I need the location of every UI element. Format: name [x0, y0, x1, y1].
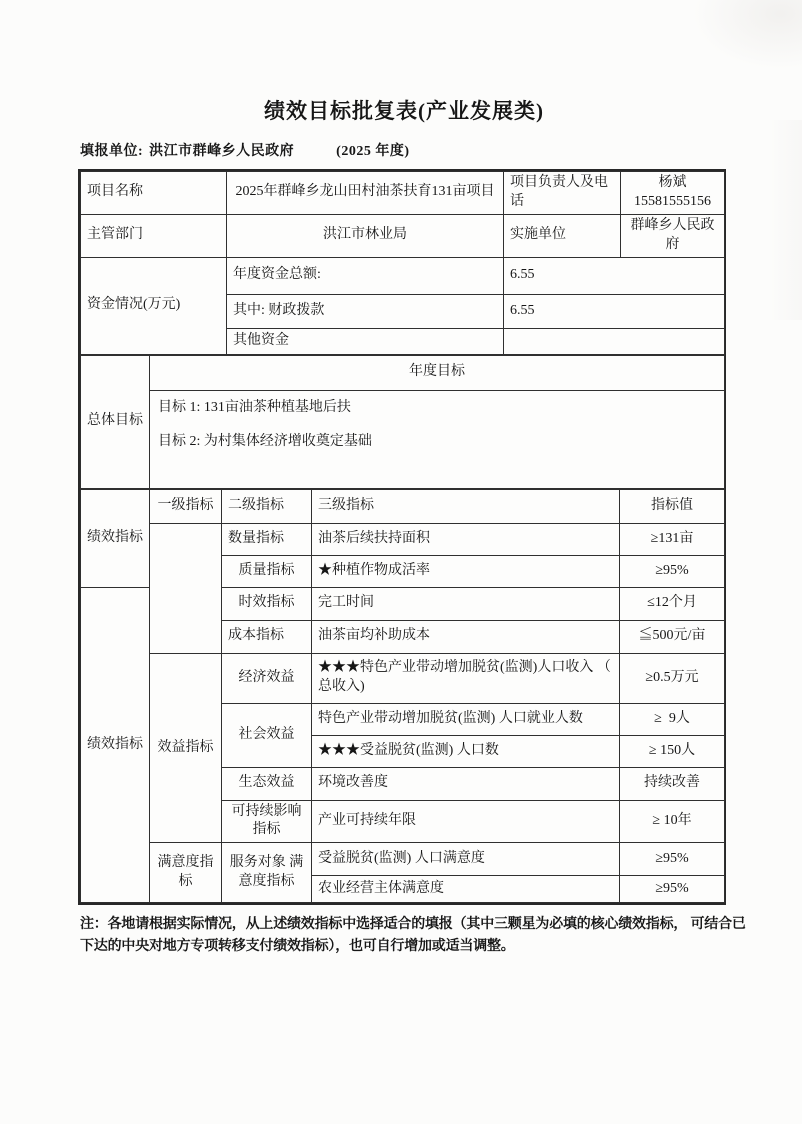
funds-fiscal-value: 6.55: [504, 294, 725, 328]
level1-blank-cell: [150, 523, 222, 653]
funds-section-label: 资金情况(万元): [81, 257, 227, 354]
funds-other-label: 其他资金: [227, 328, 504, 354]
level2-cost: 成本指标: [222, 620, 312, 653]
level2-timeliness: 时效指标: [222, 587, 312, 620]
table-frame: [78, 169, 726, 905]
filler-line: [80, 140, 730, 160]
funds-total-label: 年度资金总额:: [227, 257, 504, 294]
project-leader-label: 项目负责人及电话: [504, 172, 621, 215]
level1-satisfaction: 满意度指标: [150, 843, 222, 903]
level3-indicator: ★★★特色产业带动增加脱贫(监测)人口收入 （ 总收入): [312, 653, 620, 703]
indicators-table: [80, 489, 725, 904]
goal-item: 目标 2: 为村集体经济增收奠定基础: [158, 434, 372, 450]
project-info-table: [80, 171, 725, 355]
level2-service-target: 服务对象 满意度指标: [222, 843, 312, 903]
indicator-value: ≥ 10年: [620, 800, 725, 843]
level3-indicator: 特色产业带动增加脱贫(监测) 人口就业人数: [312, 703, 620, 735]
filler-unit-label: 填报单位:: [80, 144, 144, 159]
level3-indicator: 受益脱贫(监测) 人口满意度: [312, 843, 620, 876]
annual-goal-header: 年度目标: [150, 355, 725, 390]
indicator-value: ≥ 9人: [620, 703, 725, 735]
level3-indicator: 油茶亩均补助成本: [312, 620, 620, 653]
project-name-label: 项目名称: [81, 172, 227, 215]
header-level2: 二级指标: [222, 489, 312, 523]
form-document: [78, 96, 746, 958]
level3-indicator: 农业经营主体满意度: [312, 876, 620, 903]
project-name-value: 2025年群峰乡龙山田村油茶扶育131亩项目: [227, 172, 504, 215]
impl-unit-value: 群峰乡人民政府: [621, 214, 725, 257]
header-level3: 三级指标: [312, 489, 620, 523]
indicator-value: ≦500元/亩: [620, 620, 725, 653]
funds-other-value: [504, 328, 725, 354]
level3-indicator: ★★★受益脱贫(监测) 人口数: [312, 735, 620, 767]
dept-value: 洪江市林业局: [227, 214, 504, 257]
indicator-value: ≥ 150人: [620, 735, 725, 767]
level3-indicator: 产业可持续年限: [312, 800, 620, 843]
filler-unit-value: 洪江市群峰乡人民政府: [149, 144, 295, 159]
level2-social: 社会效益: [222, 703, 312, 767]
level3-indicator: ★种植作物成活率: [312, 555, 620, 587]
indicators-section-label: 绩效指标: [81, 489, 150, 587]
page-title: 绩效目标批复表(产业发展类): [264, 99, 544, 123]
level2-quality: 质量指标: [222, 555, 312, 587]
level2-ecological: 生态效益: [222, 767, 312, 800]
goal-item: 目标 1: 131亩油茶种植基地后扶: [158, 399, 351, 415]
indicator-value: ≥95%: [620, 876, 725, 903]
overall-goal-table: [80, 355, 725, 489]
indicator-value: ≤12个月: [620, 587, 725, 620]
funds-total-value: 6.55: [504, 257, 725, 294]
level2-economic: 经济效益: [222, 653, 312, 703]
level1-benefit: 效益指标: [150, 653, 222, 843]
indicator-value: ≥95%: [620, 555, 725, 587]
header-value: 指标值: [620, 489, 725, 523]
indicator-value: ≥0.5万元: [620, 653, 725, 703]
filler-year: (2025 年度): [336, 144, 410, 159]
footnote: 注：各地请根据实际情况，从上述绩效指标中选择适合的填报（其中三颗星为必填的核心绩效指标， 可结合已下达的中央对地方专项转移支付绩效指标），也可自行增加或适当调整。: [80, 917, 746, 955]
scan-smudge: [762, 120, 802, 320]
level2-sustainability: 可持续影响指标: [222, 800, 312, 843]
dept-label: 主管部门: [81, 214, 227, 257]
indicator-value: ≥131亩: [620, 523, 725, 555]
header-level1: 一级指标: [150, 489, 222, 523]
level3-indicator: 油茶后续扶持面积: [312, 523, 620, 555]
indicator-value: ≥95%: [620, 843, 725, 876]
annual-goal-cell: [150, 390, 725, 488]
scan-smudge: [692, 0, 802, 70]
overall-goal-label: 总体目标: [81, 355, 150, 488]
level3-indicator: 完工时间: [312, 587, 620, 620]
funds-fiscal-label: 其中: 财政拨款: [227, 294, 504, 328]
level3-indicator: 环境改善度: [312, 767, 620, 800]
project-leader-value: 杨斌15581555156: [621, 172, 725, 215]
level2-quantity: 数量指标: [222, 523, 312, 555]
indicator-value: 持续改善: [620, 767, 725, 800]
indicators-section-label: 绩效指标: [81, 587, 150, 903]
impl-unit-label: 实施单位: [504, 214, 621, 257]
